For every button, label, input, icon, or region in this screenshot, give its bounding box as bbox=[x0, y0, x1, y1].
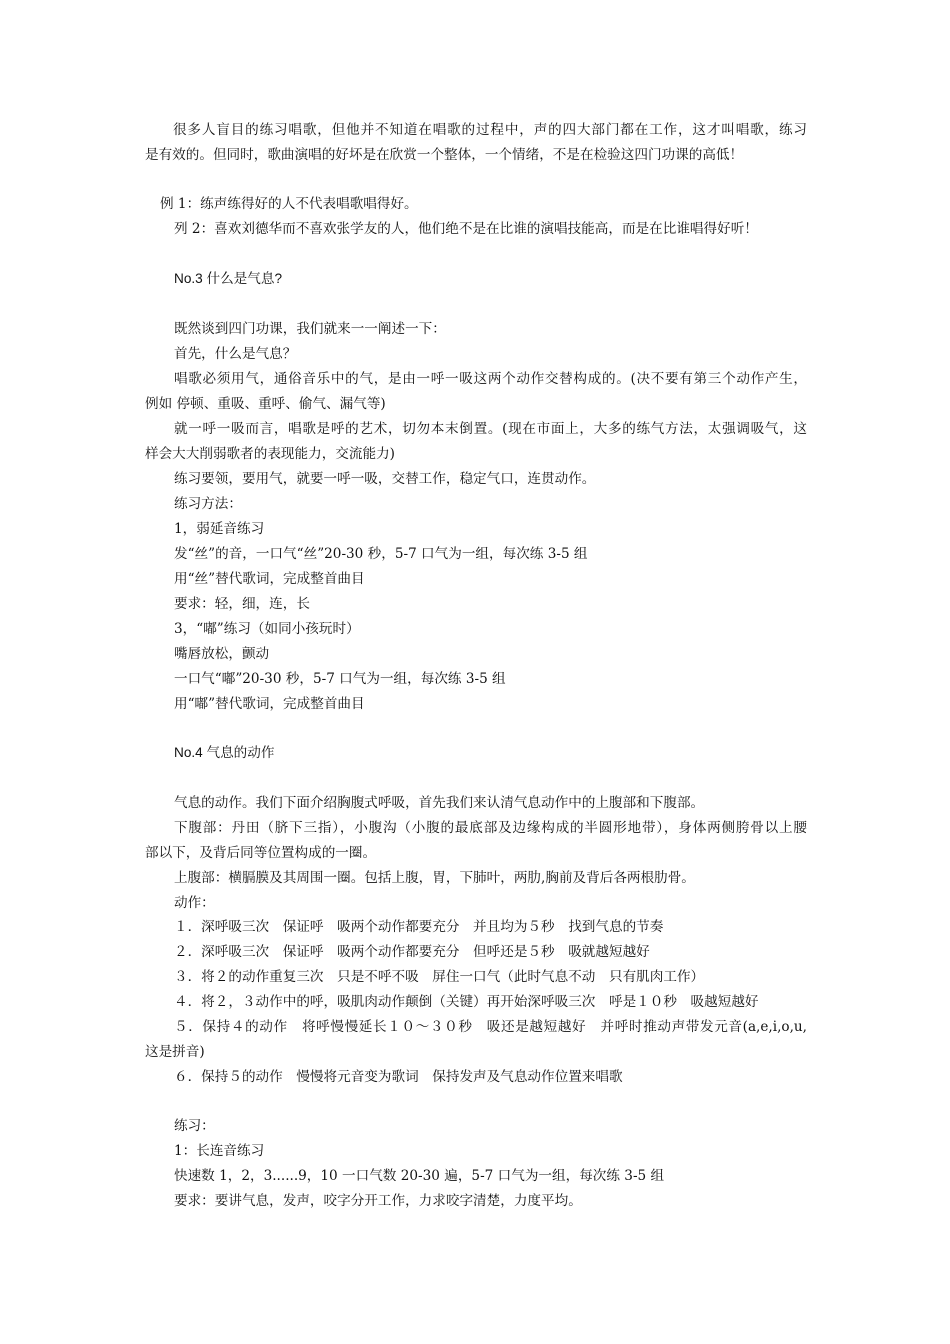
section-4-heading: No.4 气息的动作 bbox=[174, 745, 275, 760]
section-4-step: ３．将２的动作重复三次 只是不呼不吸 屏住一口气（此时气息不动 只有肌肉工作） bbox=[174, 969, 705, 985]
section-3-line: 1，弱延音练习 bbox=[174, 521, 265, 537]
intro-paragraph-line-1: 很多人盲目的练习唱歌，但他并不知道在唱歌的过程中，声的四大部门都在工作，这才叫唱歌，练习 bbox=[173, 122, 807, 138]
section-3-line: 练习方法： bbox=[174, 496, 242, 512]
section-3-line: 样会大大削弱歌者的表现能力，交流能力) bbox=[145, 446, 395, 462]
section-3-line: 嘴唇放松，颤动 bbox=[174, 646, 270, 662]
section-3-line: 一口气“嘟”20-30 秒，5-7 口气为一组，每次练 3-5 组 bbox=[174, 671, 506, 687]
section-4-step: ５．保持４的动作 将呼慢慢延长１０～３０秒 吸还是越短越好 并呼时推动声带发元音(a,e,i,o,u, bbox=[174, 1019, 807, 1035]
section-4-step: ６．保持５的动作 慢慢将元音变为歌词 保持发声及气息动作位置来唱歌 bbox=[174, 1069, 623, 1085]
practice-line: 1：长连音练习 bbox=[174, 1143, 265, 1159]
practice-line: 要求：要讲气息，发声，咬字分开工作，力求咬字清楚，力度平均。 bbox=[174, 1193, 582, 1209]
section-3-line: 首先，什么是气息？ bbox=[174, 346, 297, 362]
section-3-line: 练习要领，要用气，就要一呼一吸，交替工作，稳定气口，连贯动作。 bbox=[174, 471, 596, 487]
section-4-line: 动作： bbox=[174, 895, 215, 911]
example-1: 例 1：练声练得好的人不代表唱歌唱得好。 bbox=[160, 196, 418, 212]
section-4-line: 下腹部：丹田（脐下三指），小腹沟（小腹的最底部及边缘构成的半圆形地带），身体两侧胯骨以上腰 bbox=[174, 820, 807, 836]
section-4-line: 部以下，及背后同等位置构成的一圈。 bbox=[145, 845, 377, 861]
section-4-step: １．深呼吸三次 保证呼 吸两个动作都要充分 并且均为５秒 找到气息的节奏 bbox=[174, 919, 664, 935]
intro-paragraph-line-2: 是有效的。但同时，歌曲演唱的好坏是在欣赏一个整体，一个情绪，不是在检验这四门功课的高低！ bbox=[145, 147, 744, 163]
section-4-step: 这是拼音) bbox=[145, 1044, 205, 1060]
section-3-line: 用“丝”替代歌词，完成整首曲目 bbox=[174, 571, 365, 587]
section-4-line: 气息的动作。我们下面介绍胸腹式呼吸，首先我们来认清气息动作中的上腹部和下腹部。 bbox=[174, 795, 705, 811]
section-4-line: 上腹部：横膈膜及其周围一圈。包括上腹，胃，下肺叶，两肋,胸前及背后各两根肋骨。 bbox=[174, 870, 695, 886]
section-4-step: ４．将２，３动作中的呼，吸肌肉动作颠倒（关键）再开始深呼吸三次 呼是１０秒 吸越短越好 bbox=[174, 994, 759, 1010]
section-3-line: 就一呼一吸而言，唱歌是呼的艺术，切勿本末倒置。(现在市面上，大多的练气方法，太强调吸气，这 bbox=[174, 421, 807, 437]
section-3-line: 发“丝”的音，一口气“丝”20-30 秒，5-7 口气为一组，每次练 3-5 组 bbox=[174, 546, 588, 562]
section-3-line: 用“嘟”替代歌词，完成整首曲目 bbox=[174, 696, 365, 712]
section-3-line: 3，“嘟”练习（如同小孩玩时） bbox=[174, 621, 360, 637]
section-3-line: 例如 停顿、重吸、重呼、偷气、漏气等) bbox=[145, 396, 386, 412]
section-3-line: 唱歌必须用气，通俗音乐中的气，是由一呼一吸这两个动作交替构成的。(决不要有第三个动作产生， bbox=[174, 371, 807, 387]
practice-line: 快速数 1，2，3......9，10 一口气数 20-30 遍，5-7 口气为一组，每次练 3-5 组 bbox=[174, 1168, 665, 1184]
practice-line: 练习： bbox=[174, 1118, 215, 1134]
section-3-heading: No.3 什么是气息? bbox=[174, 271, 283, 286]
section-3-line: 既然谈到四门功课，我们就来一一阐述一下： bbox=[174, 321, 446, 337]
section-4-step: ２．深呼吸三次 保证呼 吸两个动作都要充分 但呼还是５秒 吸就越短越好 bbox=[174, 944, 650, 960]
section-3-line: 要求：轻，细，连，长 bbox=[174, 596, 310, 612]
example-2: 列 2：喜欢刘德华而不喜欢张学友的人，他们绝不是在比谁的演唱技能高，而是在比谁唱得好听！ bbox=[174, 221, 758, 237]
